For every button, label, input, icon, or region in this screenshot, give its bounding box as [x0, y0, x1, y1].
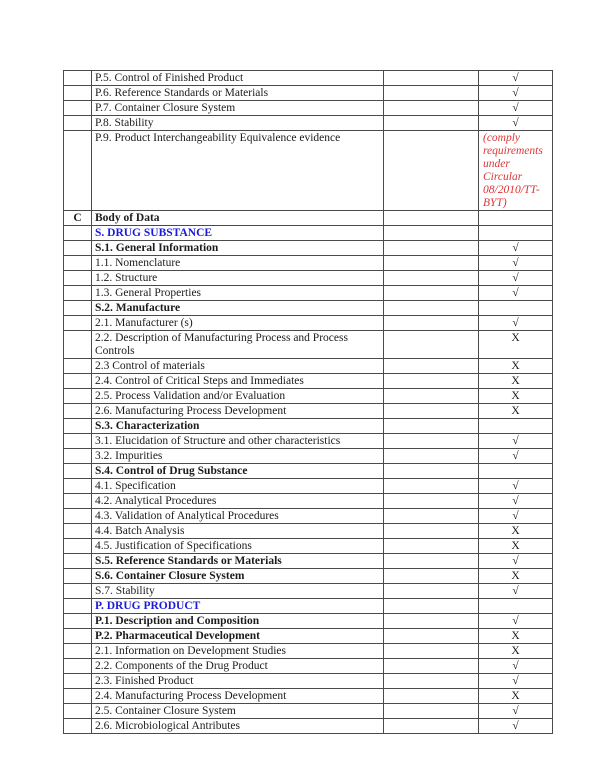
item-label-cell: P. DRUG PRODUCT [92, 599, 384, 614]
section-letter-cell [64, 494, 92, 509]
middle-empty-cell [384, 316, 479, 331]
item-label-cell: 2.2. Components of the Drug Product [92, 659, 384, 674]
section-letter-cell [64, 359, 92, 374]
table-row [64, 464, 553, 479]
middle-empty-cell [384, 599, 479, 614]
check-mark-cell: √ [479, 241, 553, 256]
section-letter-cell: C [64, 211, 92, 226]
middle-empty-cell [384, 644, 479, 659]
table-row [64, 719, 553, 734]
middle-empty-cell [384, 256, 479, 271]
empty-mark-cell [479, 301, 553, 316]
table-row [64, 241, 553, 256]
check-mark-cell: √ [479, 719, 553, 734]
check-mark-cell: √ [479, 674, 553, 689]
table-row [64, 524, 553, 539]
middle-empty-cell [384, 509, 479, 524]
section-letter-cell [64, 719, 92, 734]
middle-empty-cell [384, 584, 479, 599]
item-label-cell: P.5. Control of Finished Product [92, 71, 384, 86]
item-label-cell: 2.3 Control of materials [92, 359, 384, 374]
section-letter-cell [64, 569, 92, 584]
middle-empty-cell [384, 479, 479, 494]
table-row [64, 301, 553, 316]
middle-empty-cell [384, 659, 479, 674]
middle-empty-cell [384, 286, 479, 301]
section-letter-cell [64, 404, 92, 419]
item-label-cell: P.1. Description and Composition [92, 614, 384, 629]
empty-mark-cell [479, 464, 553, 479]
item-label-cell: S.4. Control of Drug Substance [92, 464, 384, 479]
table-row [64, 226, 553, 241]
item-label-cell: 1.3. General Properties [92, 286, 384, 301]
x-mark-cell: X [479, 539, 553, 554]
section-letter-cell [64, 316, 92, 331]
table-row [64, 509, 553, 524]
section-letter-cell [64, 509, 92, 524]
middle-empty-cell [384, 689, 479, 704]
item-label-cell: P.7. Container Closure System [92, 101, 384, 116]
section-letter-cell [64, 331, 92, 359]
item-label-cell: S.2. Manufacture [92, 301, 384, 316]
item-label-cell: S. DRUG SUBSTANCE [92, 226, 384, 241]
table-row [64, 256, 553, 271]
middle-empty-cell [384, 554, 479, 569]
item-label-cell: S.6. Container Closure System [92, 569, 384, 584]
middle-empty-cell [384, 86, 479, 101]
section-letter-cell [64, 374, 92, 389]
x-mark-cell: X [479, 359, 553, 374]
middle-empty-cell [384, 116, 479, 131]
table-row [64, 539, 553, 554]
table-row [64, 131, 553, 211]
section-letter-cell [64, 704, 92, 719]
table-row [64, 286, 553, 301]
item-label-cell: 2.6. Microbiological Antributes [92, 719, 384, 734]
middle-empty-cell [384, 374, 479, 389]
section-letter-cell [64, 86, 92, 101]
check-mark-cell: √ [479, 494, 553, 509]
section-letter-cell [64, 629, 92, 644]
item-label-cell: 2.1. Information on Development Studies [92, 644, 384, 659]
item-label-cell: Body of Data [92, 211, 384, 226]
middle-empty-cell [384, 226, 479, 241]
table-row [64, 704, 553, 719]
check-mark-cell: √ [479, 271, 553, 286]
empty-mark-cell [479, 211, 553, 226]
table-row [64, 404, 553, 419]
item-label-cell: S.5. Reference Standards or Materials [92, 554, 384, 569]
table-row [64, 389, 553, 404]
middle-empty-cell [384, 101, 479, 116]
item-label-cell: 2.6. Manufacturing Process Development [92, 404, 384, 419]
middle-empty-cell [384, 464, 479, 479]
check-mark-cell: √ [479, 704, 553, 719]
check-mark-cell: √ [479, 584, 553, 599]
table-row [64, 116, 553, 131]
x-mark-cell: X [479, 331, 553, 359]
section-letter-cell [64, 226, 92, 241]
section-letter-cell [64, 116, 92, 131]
section-letter-cell [64, 101, 92, 116]
section-letter-cell [64, 71, 92, 86]
item-label-cell: 4.5. Justification of Specifications [92, 539, 384, 554]
middle-empty-cell [384, 271, 479, 286]
empty-mark-cell [479, 599, 553, 614]
section-letter-cell [64, 584, 92, 599]
item-label-cell: 3.2. Impurities [92, 449, 384, 464]
section-letter-cell [64, 599, 92, 614]
middle-empty-cell [384, 674, 479, 689]
item-label-cell: S.7. Stability [92, 584, 384, 599]
dossier-checklist-table [63, 70, 553, 734]
section-letter-cell [64, 449, 92, 464]
table-row [64, 479, 553, 494]
check-mark-cell: √ [479, 434, 553, 449]
x-mark-cell: X [479, 569, 553, 584]
check-mark-cell: √ [479, 614, 553, 629]
item-label-cell: P.6. Reference Standards or Materials [92, 86, 384, 101]
section-letter-cell [64, 256, 92, 271]
note-text-cell: (comply requirements under Circular 08/2010/TT-BYT) [479, 131, 553, 211]
item-label-cell: 3.1. Elucidation of Structure and other characteristics [92, 434, 384, 449]
x-mark-cell: X [479, 524, 553, 539]
table-row [64, 554, 553, 569]
check-mark-cell: √ [479, 101, 553, 116]
middle-empty-cell [384, 419, 479, 434]
check-mark-cell: √ [479, 509, 553, 524]
check-mark-cell: √ [479, 286, 553, 301]
check-mark-cell: √ [479, 256, 553, 271]
middle-empty-cell [384, 449, 479, 464]
item-label-cell: 1.1. Nomenclature [92, 256, 384, 271]
middle-empty-cell [384, 241, 479, 256]
item-label-cell: 2.5. Process Validation and/or Evaluation [92, 389, 384, 404]
check-mark-cell: √ [479, 316, 553, 331]
section-letter-cell [64, 389, 92, 404]
table-row [64, 331, 553, 359]
middle-empty-cell [384, 331, 479, 359]
table-row [64, 419, 553, 434]
middle-empty-cell [384, 494, 479, 509]
table-row [64, 71, 553, 86]
x-mark-cell: X [479, 629, 553, 644]
middle-empty-cell [384, 434, 479, 449]
table-row [64, 271, 553, 286]
section-letter-cell [64, 644, 92, 659]
table-row [64, 644, 553, 659]
check-mark-cell: √ [479, 71, 553, 86]
section-letter-cell [64, 286, 92, 301]
table-row [64, 674, 553, 689]
empty-mark-cell [479, 419, 553, 434]
middle-empty-cell [384, 211, 479, 226]
x-mark-cell: X [479, 389, 553, 404]
section-letter-cell [64, 271, 92, 286]
section-letter-cell [64, 479, 92, 494]
middle-empty-cell [384, 704, 479, 719]
table-row [64, 569, 553, 584]
middle-empty-cell [384, 404, 479, 419]
check-mark-cell: √ [479, 449, 553, 464]
table-row [64, 86, 553, 101]
check-mark-cell: √ [479, 86, 553, 101]
x-mark-cell: X [479, 689, 553, 704]
section-letter-cell [64, 464, 92, 479]
item-label-cell: 4.2. Analytical Procedures [92, 494, 384, 509]
check-mark-cell: √ [479, 116, 553, 131]
section-letter-cell [64, 131, 92, 211]
item-label-cell: 4.3. Validation of Analytical Procedures [92, 509, 384, 524]
x-mark-cell: X [479, 404, 553, 419]
table-row [64, 359, 553, 374]
section-letter-cell [64, 301, 92, 316]
table-row [64, 434, 553, 449]
item-label-cell: 2.4. Control of Critical Steps and Immediates [92, 374, 384, 389]
check-mark-cell: √ [479, 554, 553, 569]
middle-empty-cell [384, 539, 479, 554]
table-row [64, 689, 553, 704]
section-letter-cell [64, 539, 92, 554]
item-label-cell: 4.1. Specification [92, 479, 384, 494]
section-letter-cell [64, 689, 92, 704]
table-row [64, 599, 553, 614]
item-label-cell: 2.3. Finished Product [92, 674, 384, 689]
item-label-cell: 2.5. Container Closure System [92, 704, 384, 719]
table-row [64, 211, 553, 226]
middle-empty-cell [384, 131, 479, 211]
section-letter-cell [64, 241, 92, 256]
section-letter-cell [64, 434, 92, 449]
item-label-cell: S.1. General Information [92, 241, 384, 256]
item-label-cell: 2.1. Manufacturer (s) [92, 316, 384, 331]
check-mark-cell: √ [479, 479, 553, 494]
item-label-cell: 4.4. Batch Analysis [92, 524, 384, 539]
check-mark-cell: √ [479, 659, 553, 674]
middle-empty-cell [384, 569, 479, 584]
table-row [64, 584, 553, 599]
x-mark-cell: X [479, 644, 553, 659]
section-letter-cell [64, 554, 92, 569]
item-label-cell: 1.2. Structure [92, 271, 384, 286]
item-label-cell: P.8. Stability [92, 116, 384, 131]
section-letter-cell [64, 614, 92, 629]
item-label-cell: S.3. Characterization [92, 419, 384, 434]
middle-empty-cell [384, 629, 479, 644]
table-row [64, 101, 553, 116]
table-row [64, 494, 553, 509]
table-row [64, 614, 553, 629]
x-mark-cell: X [479, 374, 553, 389]
middle-empty-cell [384, 359, 479, 374]
section-letter-cell [64, 419, 92, 434]
middle-empty-cell [384, 614, 479, 629]
item-label-cell: 2.4. Manufacturing Process Development [92, 689, 384, 704]
empty-mark-cell [479, 226, 553, 241]
middle-empty-cell [384, 71, 479, 86]
item-label-cell: 2.2. Description of Manufacturing Process and Process Controls [92, 331, 384, 359]
middle-empty-cell [384, 719, 479, 734]
table-row [64, 629, 553, 644]
table-row [64, 449, 553, 464]
table-row [64, 374, 553, 389]
table-row [64, 316, 553, 331]
section-letter-cell [64, 524, 92, 539]
item-label-cell: P.9. Product Interchangeability Equivalence evidence [92, 131, 384, 211]
middle-empty-cell [384, 301, 479, 316]
middle-empty-cell [384, 389, 479, 404]
section-letter-cell [64, 674, 92, 689]
middle-empty-cell [384, 524, 479, 539]
item-label-cell: P.2. Pharmaceutical Development [92, 629, 384, 644]
table-row [64, 659, 553, 674]
section-letter-cell [64, 659, 92, 674]
